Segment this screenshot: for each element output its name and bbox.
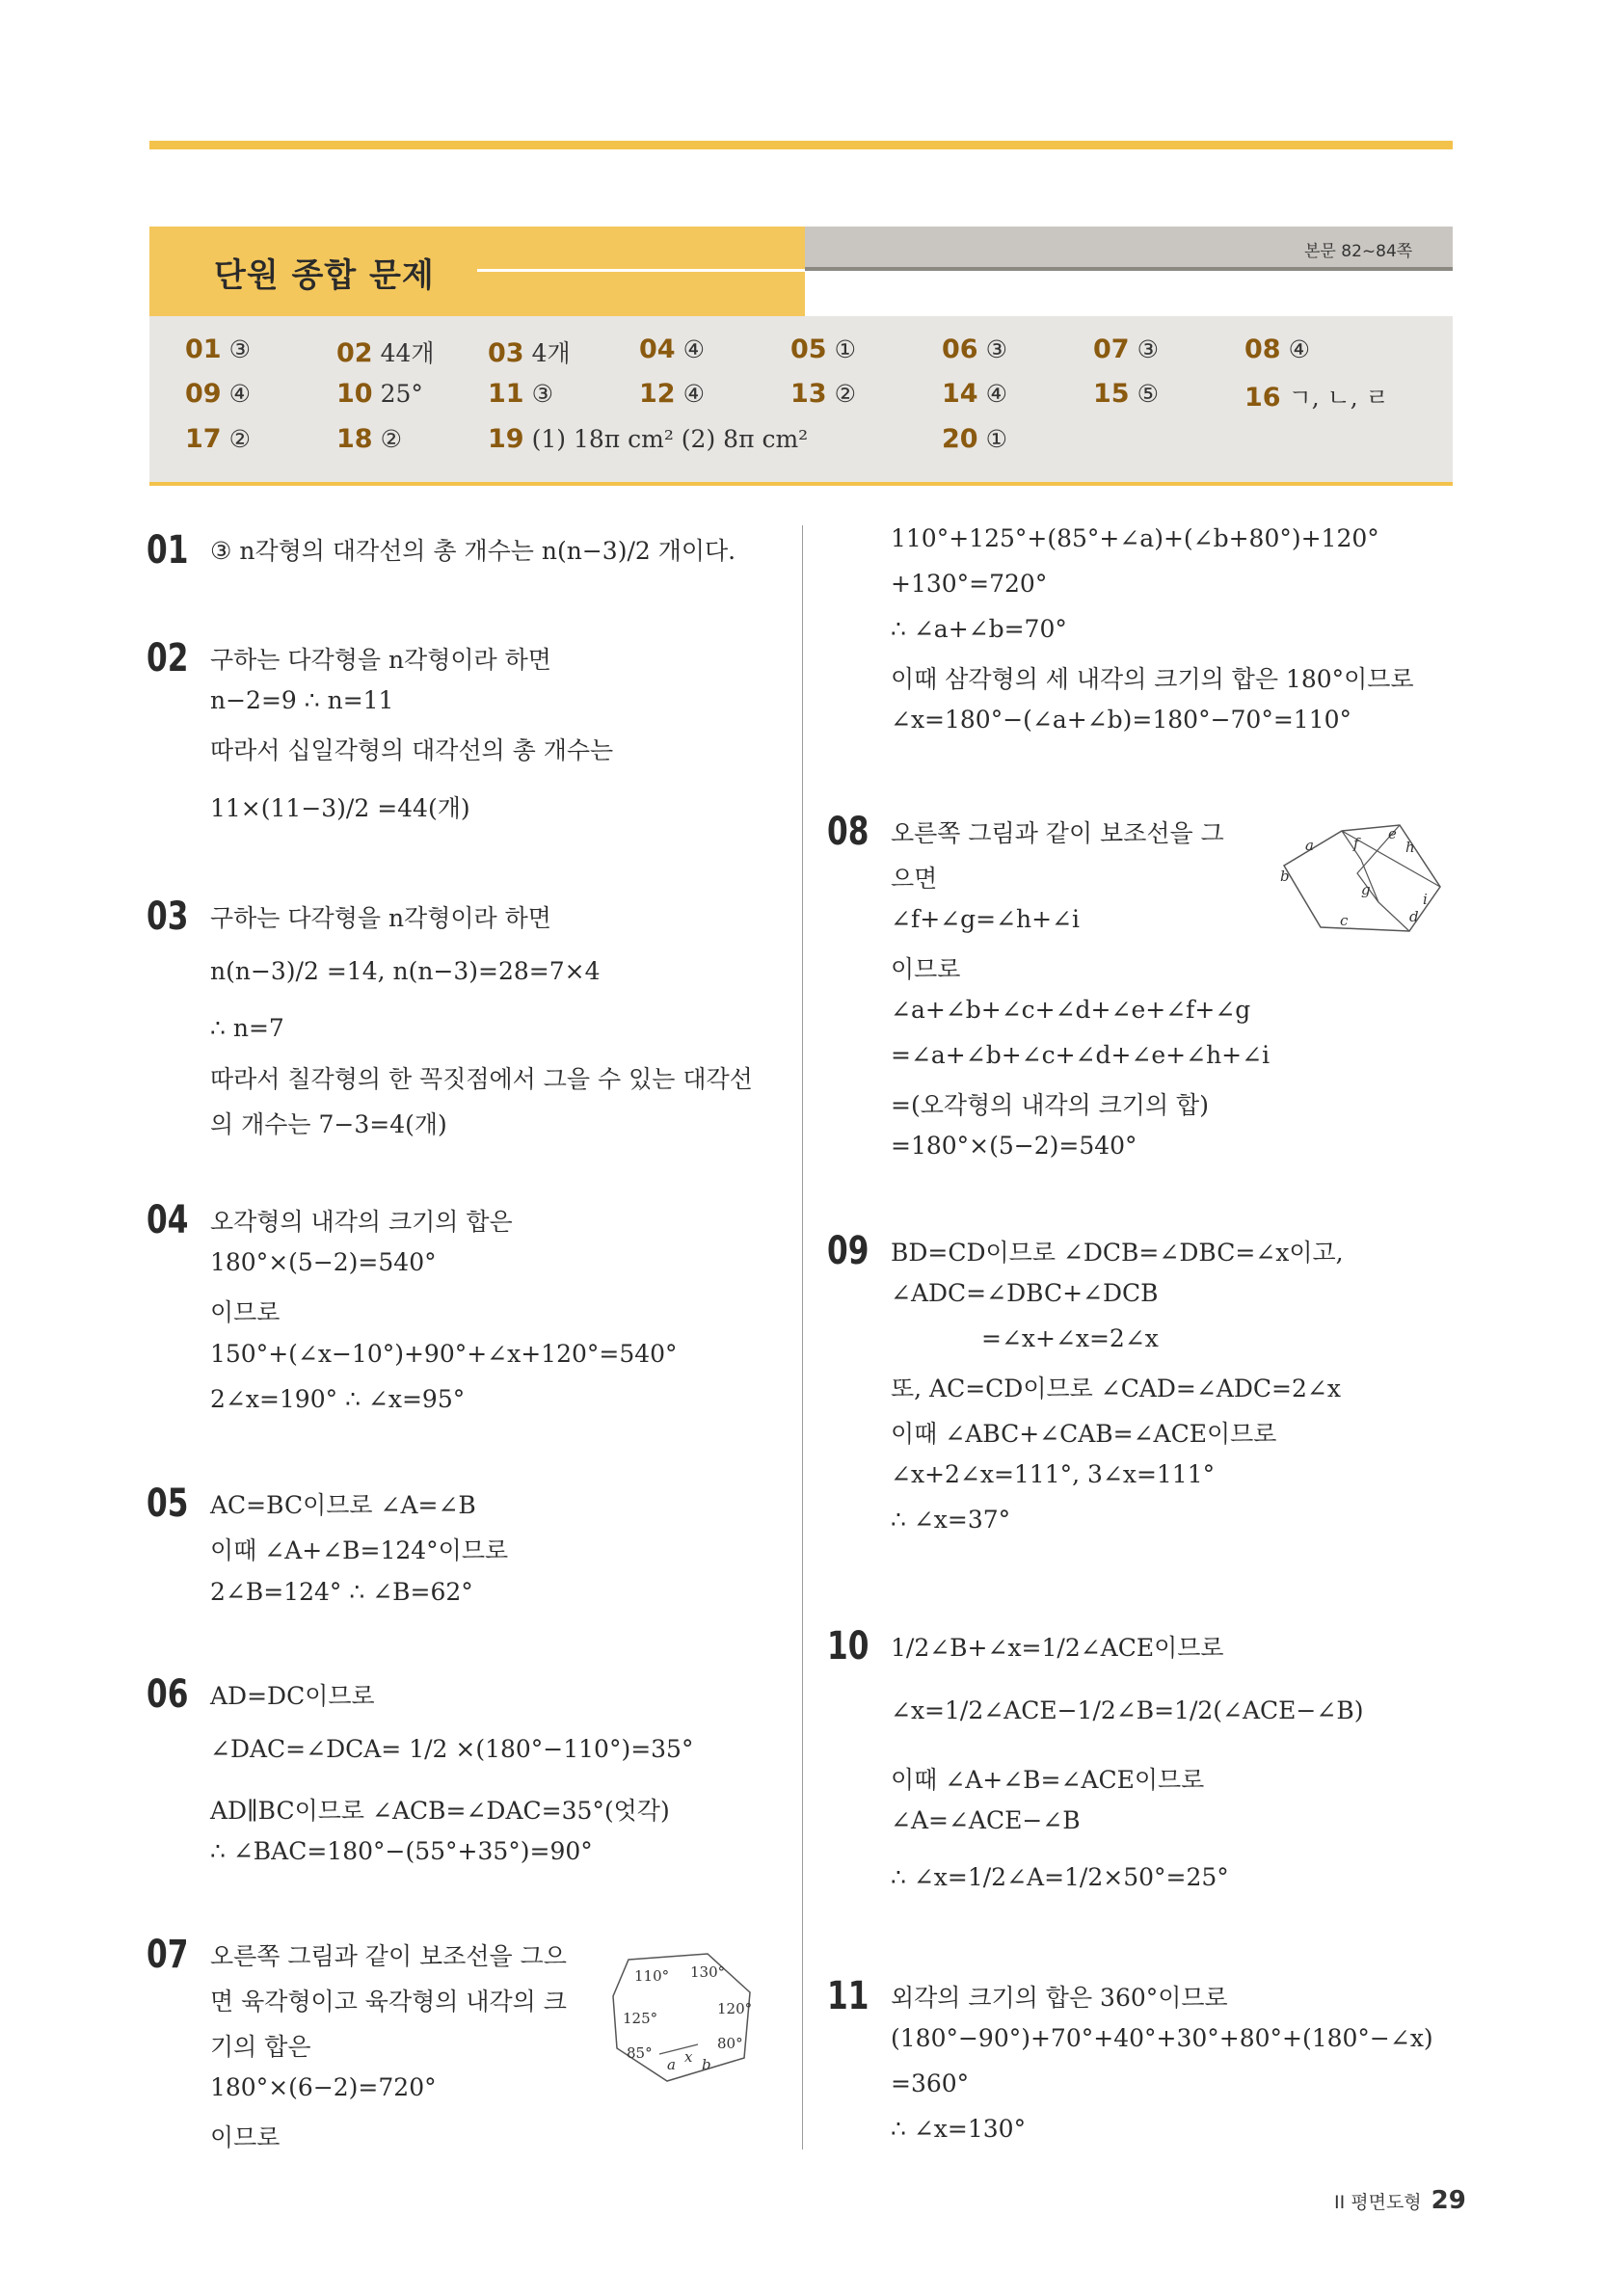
solution-line: 1/2∠B+∠x=1/2∠ACE이므로: [891, 1634, 1224, 1662]
solution-line: =180°×(5−2)=540°: [891, 1132, 1137, 1160]
solution-number: 03: [147, 894, 189, 939]
answer-02: 02 44개: [336, 338, 435, 368]
solution-number: 08: [827, 810, 869, 854]
solution-number: 02: [147, 636, 189, 681]
solution-line: AC=BC이므로 ∠A=∠B: [210, 1491, 476, 1519]
solution-line: ∴ ∠x=37°: [891, 1506, 1011, 1534]
solution-line: ∴ ∠BAC=180°−(55°+35°)=90°: [210, 1837, 593, 1865]
solution-line: 기의 합은: [210, 2033, 311, 2061]
answer-15: 15 ⑤: [1093, 379, 1159, 409]
solution-line: 오각형의 내각의 크기의 합은: [210, 1208, 513, 1236]
solution-line: ∠A=∠ACE−∠B: [891, 1806, 1081, 1834]
solution-line: ∠x=1/2∠ACE−1/2∠B=1/2(∠ACE−∠B): [891, 1696, 1364, 1724]
solution-number: 05: [147, 1482, 189, 1526]
solution-line: AD=DC이므로: [210, 1682, 375, 1710]
page-footer: [1334, 2186, 1466, 2215]
solution-line: 이때 삼각형의 세 내각의 크기의 합은 180°이므로: [891, 665, 1414, 693]
angle-label: 85°: [627, 2044, 653, 2062]
answer-20: 20 ①: [942, 424, 1007, 454]
solution-number: 10: [827, 1624, 869, 1669]
solution-line: 180°×(6−2)=720°: [210, 2073, 437, 2101]
var-label: b: [1280, 868, 1290, 885]
answer-03: 03 4개: [488, 338, 571, 368]
solution-line: ∠x+2∠x=111°, 3∠x=111°: [891, 1460, 1216, 1488]
var-label: a: [1305, 837, 1314, 854]
answer-14: 14 ④: [942, 379, 1007, 409]
solution-line: 따라서 십일각형의 대각선의 총 개수는: [210, 736, 614, 764]
solution-line: ∴ ∠x=1/2∠A=1/2×50°=25°: [891, 1863, 1229, 1891]
solution-line: 2∠B=124° ∴ ∠B=62°: [210, 1578, 473, 1606]
solution-line: 으면: [891, 865, 938, 893]
solution-line: ∴ ∠x=130°: [891, 2115, 1027, 2143]
solution-number: 04: [147, 1198, 189, 1242]
var-label: c: [1340, 912, 1349, 929]
solution-line: 11×(11−3)/2 =44(개): [210, 794, 470, 822]
var-label: d: [1409, 908, 1419, 925]
solution-line: ∠a+∠b+∠c+∠d+∠e+∠f+∠g: [891, 996, 1251, 1024]
answer-06: 06 ③: [942, 334, 1007, 364]
title-underline: [477, 269, 805, 272]
solution-line: 따라서 칠각형의 한 꼭짓점에서 그을 수 있는 대각선: [210, 1065, 753, 1093]
solution-line: 구하는 다각형을 n각형이라 하면: [210, 646, 551, 674]
answer-05: 05 ①: [790, 334, 856, 364]
answer-01: 01 ③: [185, 334, 251, 364]
solution-line: 면 육각형이고 육각형의 내각의 크: [210, 1988, 567, 2016]
solution-number: 09: [827, 1229, 869, 1273]
footer-section: II 평면도형: [1334, 2192, 1422, 2213]
solution-line: 오른쪽 그림과 같이 보조선을 그: [891, 819, 1224, 847]
solution-line: ∠f+∠g=∠h+∠i: [891, 905, 1080, 933]
solution-line: 이므로: [210, 2123, 281, 2151]
section-title: 단원 종합 문제: [214, 256, 435, 295]
solution-line: 오른쪽 그림과 같이 보조선을 그으: [210, 1942, 567, 1970]
solution-line: 외각의 크기의 합은 360°이므로: [891, 1984, 1228, 2012]
top-rule: [149, 141, 1453, 149]
solution-number: 01: [147, 528, 189, 573]
solution-line: n−2=9 ∴ n=11: [210, 686, 394, 714]
answer-04: 04 ④: [639, 334, 705, 364]
page-reference: 본문 82~84쪽: [1304, 242, 1413, 261]
solution-line: (180°−90°)+70°+40°+30°+80°+(180°−∠x): [891, 2024, 1433, 2052]
var-label: g: [1361, 881, 1371, 898]
solution-line: 이므로: [891, 955, 961, 983]
answer-09: 09 ④: [185, 379, 251, 409]
page-number: 29: [1431, 2186, 1466, 2215]
solution-line: =360°: [891, 2069, 970, 2097]
solution-line: 2∠x=190° ∴ ∠x=95°: [210, 1385, 466, 1413]
angle-label: 110°: [634, 1967, 670, 1985]
solution-number: 11: [827, 1974, 869, 2018]
solution-line: 150°+(∠x−10°)+90°+∠x+120°=540°: [210, 1340, 678, 1368]
solution-line: 110°+125°+(85°+∠a)+(∠b+80°)+120°: [891, 524, 1379, 552]
solution-line: ∠x=180°−(∠a+∠b)=180°−70°=110°: [891, 706, 1352, 734]
solution-line: +130°=720°: [891, 570, 1048, 598]
var-label: f: [1353, 835, 1359, 852]
column-divider: [802, 525, 803, 2149]
solution-line: ③ n각형의 대각선의 총 개수는 n(n−3)/2 개이다.: [210, 537, 736, 565]
answer-19: 19 (1) 18π cm² (2) 8π cm²: [488, 424, 809, 454]
angle-label: 130°: [690, 1963, 726, 1981]
solution-line: 이때 ∠A+∠B=∠ACE이므로: [891, 1766, 1205, 1794]
solution-line: 이때 ∠A+∠B=124°이므로: [210, 1536, 509, 1564]
pentagon-figure: [1265, 817, 1453, 938]
var-label: x: [684, 2048, 693, 2066]
solution-line: =∠x+∠x=2∠x: [981, 1324, 1159, 1352]
answer-key-rule: [149, 482, 1453, 486]
solution-line: ∴ n=7: [210, 1014, 284, 1042]
var-label: i: [1423, 891, 1428, 908]
solution-line: =(오각형의 내각의 크기의 합): [891, 1091, 1209, 1119]
solution-line: 180°×(5−2)=540°: [210, 1248, 437, 1276]
solution-line: 의 개수는 7−3=4(개): [210, 1110, 447, 1138]
answer-07: 07 ③: [1093, 334, 1159, 364]
answer-18: 18 ②: [336, 424, 402, 454]
solution-line: 이때 ∠ABC+∠CAB=∠ACE이므로: [891, 1420, 1277, 1448]
answer-13: 13 ②: [790, 379, 856, 409]
solution-line: ∠DAC=∠DCA= 1/2 ×(180°−110°)=35°: [210, 1735, 694, 1763]
answer-11: 11 ③: [488, 379, 553, 409]
answer-10: 10 25°: [336, 379, 423, 409]
answer-17: 17 ②: [185, 424, 251, 454]
answer-12: 12 ④: [639, 379, 705, 409]
var-label: e: [1388, 825, 1397, 842]
angle-label: 80°: [717, 2035, 743, 2052]
answer-16: 16 ㄱ, ㄴ, ㄹ: [1244, 383, 1389, 413]
angle-label: 125°: [623, 2010, 658, 2027]
answer-08: 08 ④: [1244, 334, 1310, 364]
angle-label: 120°: [717, 2000, 753, 2017]
solution-number: 06: [147, 1672, 189, 1717]
solution-line: 또, AC=CD이므로 ∠CAD=∠ADC=2∠x: [891, 1375, 1341, 1402]
var-label: a: [667, 2056, 676, 2073]
solution-line: ∴ ∠a+∠b=70°: [891, 615, 1067, 643]
hexagon-figure: [605, 1942, 762, 2087]
header-page-rule: [805, 267, 1453, 271]
solution-line: 구하는 다각형을 n각형이라 하면: [210, 904, 551, 932]
solution-number: 07: [147, 1933, 189, 1977]
var-label: h: [1405, 839, 1415, 856]
var-label: b: [702, 2056, 711, 2073]
solution-line: 이므로: [210, 1298, 281, 1326]
solution-line: ∠ADC=∠DBC+∠DCB: [891, 1279, 1159, 1307]
solution-line: AD∥BC이므로 ∠ACB=∠DAC=35°(엇각): [210, 1797, 670, 1825]
solution-line: n(n−3)/2 =14, n(n−3)=28=7×4: [210, 957, 601, 985]
solution-line: =∠a+∠b+∠c+∠d+∠e+∠h+∠i: [891, 1041, 1271, 1069]
solution-line: BD=CD이므로 ∠DCB=∠DBC=∠x이고,: [891, 1239, 1344, 1267]
